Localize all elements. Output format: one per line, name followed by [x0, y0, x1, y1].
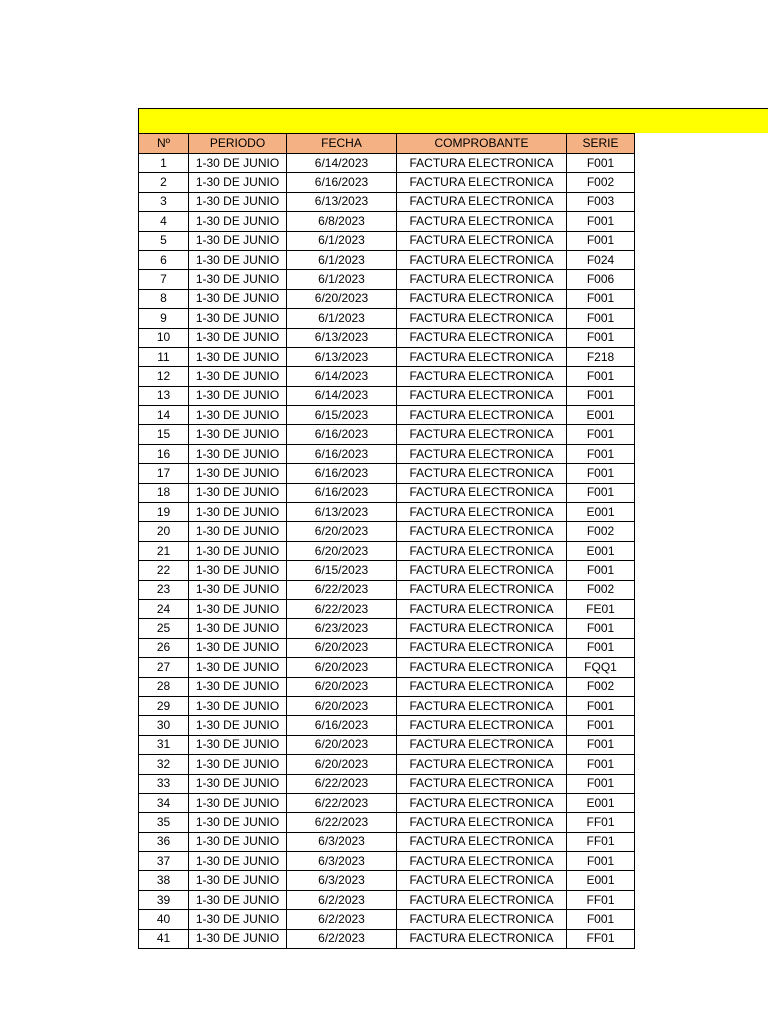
cell-voucher: FACTURA ELECTRONICA: [397, 929, 567, 948]
cell-period: 1-30 DE JUNIO: [189, 793, 287, 812]
title-banner: [138, 108, 768, 133]
cell-date: 6/13/2023: [287, 347, 397, 366]
cell-date: 6/20/2023: [287, 638, 397, 657]
cell-period: 1-30 DE JUNIO: [189, 406, 287, 425]
cell-period: 1-30 DE JUNIO: [189, 444, 287, 463]
cell-number: 11: [139, 347, 189, 366]
cell-voucher: FACTURA ELECTRONICA: [397, 890, 567, 909]
cell-voucher: FACTURA ELECTRONICA: [397, 309, 567, 328]
cell-period: 1-30 DE JUNIO: [189, 696, 287, 715]
cell-series: F001: [567, 328, 635, 347]
header-voucher: COMPROBANTE: [397, 134, 567, 154]
cell-date: 6/8/2023: [287, 212, 397, 231]
cell-number: 17: [139, 464, 189, 483]
cell-voucher: FACTURA ELECTRONICA: [397, 832, 567, 851]
cell-period: 1-30 DE JUNIO: [189, 212, 287, 231]
cell-number: 18: [139, 483, 189, 502]
cell-number: 32: [139, 755, 189, 774]
cell-period: 1-30 DE JUNIO: [189, 464, 287, 483]
cell-period: 1-30 DE JUNIO: [189, 503, 287, 522]
cell-period: 1-30 DE JUNIO: [189, 231, 287, 250]
table-row: [139, 696, 635, 715]
cell-date: 6/1/2023: [287, 250, 397, 269]
table-row: [139, 852, 635, 871]
header-period: PERIODO: [189, 134, 287, 154]
cell-voucher: FACTURA ELECTRONICA: [397, 425, 567, 444]
header-number: Nº: [139, 134, 189, 154]
table-row: [139, 464, 635, 483]
cell-date: 6/13/2023: [287, 328, 397, 347]
cell-number: 24: [139, 599, 189, 618]
table-row: [139, 347, 635, 366]
cell-date: 6/16/2023: [287, 464, 397, 483]
cell-series: F001: [567, 755, 635, 774]
cell-number: 6: [139, 250, 189, 269]
cell-period: 1-30 DE JUNIO: [189, 890, 287, 909]
cell-date: 6/15/2023: [287, 406, 397, 425]
cell-date: 6/22/2023: [287, 580, 397, 599]
cell-date: 6/22/2023: [287, 793, 397, 812]
cell-voucher: FACTURA ELECTRONICA: [397, 677, 567, 696]
table-row: [139, 793, 635, 812]
cell-period: 1-30 DE JUNIO: [189, 599, 287, 618]
cell-period: 1-30 DE JUNIO: [189, 813, 287, 832]
table-row: [139, 425, 635, 444]
table-row: [139, 522, 635, 541]
cell-series: E001: [567, 793, 635, 812]
cell-series: F001: [567, 696, 635, 715]
cell-number: 19: [139, 503, 189, 522]
cell-voucher: FACTURA ELECTRONICA: [397, 735, 567, 754]
table-row: [139, 638, 635, 657]
table-row: [139, 483, 635, 502]
cell-date: 6/1/2023: [287, 231, 397, 250]
table-row: [139, 599, 635, 618]
cell-period: 1-30 DE JUNIO: [189, 250, 287, 269]
cell-period: 1-30 DE JUNIO: [189, 638, 287, 657]
cell-number: 9: [139, 309, 189, 328]
cell-number: 30: [139, 716, 189, 735]
cell-period: 1-30 DE JUNIO: [189, 755, 287, 774]
cell-date: 6/3/2023: [287, 852, 397, 871]
cell-date: 6/20/2023: [287, 755, 397, 774]
cell-voucher: FACTURA ELECTRONICA: [397, 910, 567, 929]
cell-period: 1-30 DE JUNIO: [189, 774, 287, 793]
cell-date: 6/22/2023: [287, 599, 397, 618]
cell-voucher: FACTURA ELECTRONICA: [397, 561, 567, 580]
cell-number: 37: [139, 852, 189, 871]
cell-number: 1: [139, 154, 189, 173]
cell-period: 1-30 DE JUNIO: [189, 483, 287, 502]
table-row: [139, 658, 635, 677]
cell-voucher: FACTURA ELECTRONICA: [397, 522, 567, 541]
cell-date: 6/22/2023: [287, 813, 397, 832]
cell-number: 38: [139, 871, 189, 890]
cell-voucher: FACTURA ELECTRONICA: [397, 813, 567, 832]
cell-period: 1-30 DE JUNIO: [189, 871, 287, 890]
cell-number: 25: [139, 619, 189, 638]
cell-voucher: FACTURA ELECTRONICA: [397, 599, 567, 618]
cell-voucher: FACTURA ELECTRONICA: [397, 638, 567, 657]
cell-number: 20: [139, 522, 189, 541]
cell-series: F002: [567, 522, 635, 541]
cell-voucher: FACTURA ELECTRONICA: [397, 619, 567, 638]
cell-voucher: FACTURA ELECTRONICA: [397, 367, 567, 386]
invoice-table: [138, 133, 635, 949]
table-row: [139, 386, 635, 405]
cell-series: F002: [567, 173, 635, 192]
cell-voucher: FACTURA ELECTRONICA: [397, 173, 567, 192]
cell-voucher: FACTURA ELECTRONICA: [397, 503, 567, 522]
cell-period: 1-30 DE JUNIO: [189, 561, 287, 580]
cell-number: 27: [139, 658, 189, 677]
cell-period: 1-30 DE JUNIO: [189, 716, 287, 735]
cell-period: 1-30 DE JUNIO: [189, 309, 287, 328]
cell-number: 21: [139, 541, 189, 560]
cell-number: 15: [139, 425, 189, 444]
cell-date: 6/20/2023: [287, 658, 397, 677]
cell-number: 41: [139, 929, 189, 948]
cell-date: 6/13/2023: [287, 503, 397, 522]
cell-voucher: FACTURA ELECTRONICA: [397, 347, 567, 366]
table-row: [139, 289, 635, 308]
table-row: [139, 832, 635, 851]
cell-voucher: FACTURA ELECTRONICA: [397, 270, 567, 289]
cell-date: 6/23/2023: [287, 619, 397, 638]
cell-period: 1-30 DE JUNIO: [189, 328, 287, 347]
table-row: [139, 309, 635, 328]
cell-series: F001: [567, 212, 635, 231]
cell-number: 28: [139, 677, 189, 696]
cell-series: F001: [567, 638, 635, 657]
cell-number: 10: [139, 328, 189, 347]
cell-series: F001: [567, 716, 635, 735]
cell-date: 6/16/2023: [287, 716, 397, 735]
cell-series: FE01: [567, 599, 635, 618]
cell-series: FF01: [567, 832, 635, 851]
cell-voucher: FACTURA ELECTRONICA: [397, 716, 567, 735]
cell-series: F001: [567, 444, 635, 463]
cell-series: F001: [567, 154, 635, 173]
cell-series: F001: [567, 852, 635, 871]
cell-voucher: FACTURA ELECTRONICA: [397, 541, 567, 560]
cell-date: 6/13/2023: [287, 192, 397, 211]
cell-date: 6/14/2023: [287, 154, 397, 173]
cell-period: 1-30 DE JUNIO: [189, 735, 287, 754]
cell-series: FF01: [567, 813, 635, 832]
cell-period: 1-30 DE JUNIO: [189, 541, 287, 560]
cell-series: F001: [567, 386, 635, 405]
cell-date: 6/16/2023: [287, 444, 397, 463]
table-row: [139, 173, 635, 192]
cell-date: 6/1/2023: [287, 309, 397, 328]
cell-date: 6/2/2023: [287, 890, 397, 909]
cell-period: 1-30 DE JUNIO: [189, 619, 287, 638]
cell-number: 35: [139, 813, 189, 832]
cell-voucher: FACTURA ELECTRONICA: [397, 444, 567, 463]
table-row: [139, 561, 635, 580]
cell-number: 13: [139, 386, 189, 405]
cell-number: 8: [139, 289, 189, 308]
header-row: [139, 134, 635, 154]
cell-voucher: FACTURA ELECTRONICA: [397, 386, 567, 405]
cell-period: 1-30 DE JUNIO: [189, 367, 287, 386]
cell-series: F001: [567, 483, 635, 502]
table-row: [139, 774, 635, 793]
table-row: [139, 406, 635, 425]
cell-voucher: FACTURA ELECTRONICA: [397, 464, 567, 483]
cell-date: 6/16/2023: [287, 425, 397, 444]
cell-voucher: FACTURA ELECTRONICA: [397, 483, 567, 502]
cell-series: F001: [567, 309, 635, 328]
cell-voucher: FACTURA ELECTRONICA: [397, 250, 567, 269]
cell-period: 1-30 DE JUNIO: [189, 929, 287, 948]
cell-period: 1-30 DE JUNIO: [189, 852, 287, 871]
cell-series: F024: [567, 250, 635, 269]
cell-date: 6/20/2023: [287, 677, 397, 696]
cell-voucher: FACTURA ELECTRONICA: [397, 328, 567, 347]
cell-series: F001: [567, 774, 635, 793]
cell-voucher: FACTURA ELECTRONICA: [397, 212, 567, 231]
header-date: FECHA: [287, 134, 397, 154]
cell-voucher: FACTURA ELECTRONICA: [397, 793, 567, 812]
cell-series: F006: [567, 270, 635, 289]
cell-date: 6/1/2023: [287, 270, 397, 289]
cell-period: 1-30 DE JUNIO: [189, 386, 287, 405]
cell-date: 6/14/2023: [287, 367, 397, 386]
table-row: [139, 677, 635, 696]
cell-date: 6/16/2023: [287, 173, 397, 192]
cell-date: 6/14/2023: [287, 386, 397, 405]
cell-series: F218: [567, 347, 635, 366]
table-row: [139, 735, 635, 754]
cell-date: 6/20/2023: [287, 289, 397, 308]
table-row: [139, 716, 635, 735]
cell-number: 33: [139, 774, 189, 793]
table-row: [139, 755, 635, 774]
cell-series: FQQ1: [567, 658, 635, 677]
cell-series: F002: [567, 580, 635, 599]
cell-period: 1-30 DE JUNIO: [189, 347, 287, 366]
table-row: [139, 192, 635, 211]
cell-period: 1-30 DE JUNIO: [189, 154, 287, 173]
cell-period: 1-30 DE JUNIO: [189, 270, 287, 289]
table-row: [139, 541, 635, 560]
cell-period: 1-30 DE JUNIO: [189, 910, 287, 929]
cell-period: 1-30 DE JUNIO: [189, 173, 287, 192]
cell-number: 34: [139, 793, 189, 812]
cell-voucher: FACTURA ELECTRONICA: [397, 755, 567, 774]
cell-period: 1-30 DE JUNIO: [189, 580, 287, 599]
cell-date: 6/2/2023: [287, 929, 397, 948]
cell-date: 6/20/2023: [287, 696, 397, 715]
table-row: [139, 580, 635, 599]
cell-period: 1-30 DE JUNIO: [189, 677, 287, 696]
cell-period: 1-30 DE JUNIO: [189, 522, 287, 541]
table-row: [139, 231, 635, 250]
cell-date: 6/16/2023: [287, 483, 397, 502]
cell-period: 1-30 DE JUNIO: [189, 289, 287, 308]
cell-period: 1-30 DE JUNIO: [189, 192, 287, 211]
cell-number: 7: [139, 270, 189, 289]
cell-voucher: FACTURA ELECTRONICA: [397, 852, 567, 871]
cell-date: 6/3/2023: [287, 832, 397, 851]
table-row: [139, 270, 635, 289]
cell-voucher: FACTURA ELECTRONICA: [397, 406, 567, 425]
table-row: [139, 929, 635, 948]
table-row: [139, 328, 635, 347]
cell-date: 6/15/2023: [287, 561, 397, 580]
table-row: [139, 250, 635, 269]
cell-series: F001: [567, 561, 635, 580]
cell-series: F001: [567, 619, 635, 638]
cell-number: 29: [139, 696, 189, 715]
cell-series: F001: [567, 464, 635, 483]
cell-date: 6/20/2023: [287, 541, 397, 560]
cell-series: F001: [567, 425, 635, 444]
cell-voucher: FACTURA ELECTRONICA: [397, 192, 567, 211]
cell-series: E001: [567, 871, 635, 890]
cell-series: F001: [567, 231, 635, 250]
cell-series: E001: [567, 503, 635, 522]
header-series: SERIE: [567, 134, 635, 154]
cell-number: 23: [139, 580, 189, 599]
table-row: [139, 910, 635, 929]
cell-voucher: FACTURA ELECTRONICA: [397, 871, 567, 890]
cell-number: 16: [139, 444, 189, 463]
cell-voucher: FACTURA ELECTRONICA: [397, 580, 567, 599]
cell-voucher: FACTURA ELECTRONICA: [397, 696, 567, 715]
cell-period: 1-30 DE JUNIO: [189, 658, 287, 677]
cell-series: F001: [567, 910, 635, 929]
cell-number: 4: [139, 212, 189, 231]
table-row: [139, 619, 635, 638]
cell-series: F003: [567, 192, 635, 211]
table-row: [139, 444, 635, 463]
cell-number: 36: [139, 832, 189, 851]
cell-number: 14: [139, 406, 189, 425]
table-row: [139, 503, 635, 522]
cell-period: 1-30 DE JUNIO: [189, 832, 287, 851]
table-row: [139, 813, 635, 832]
cell-number: 26: [139, 638, 189, 657]
table-row: [139, 154, 635, 173]
cell-voucher: FACTURA ELECTRONICA: [397, 154, 567, 173]
cell-date: 6/2/2023: [287, 910, 397, 929]
table-row: [139, 871, 635, 890]
table-row: [139, 367, 635, 386]
cell-series: E001: [567, 541, 635, 560]
table-body: [139, 154, 635, 949]
table-row: [139, 212, 635, 231]
cell-number: 22: [139, 561, 189, 580]
cell-voucher: FACTURA ELECTRONICA: [397, 289, 567, 308]
cell-series: F001: [567, 735, 635, 754]
cell-series: E001: [567, 406, 635, 425]
cell-series: FF01: [567, 929, 635, 948]
cell-date: 6/22/2023: [287, 774, 397, 793]
cell-number: 2: [139, 173, 189, 192]
cell-voucher: FACTURA ELECTRONICA: [397, 774, 567, 793]
cell-number: 31: [139, 735, 189, 754]
cell-voucher: FACTURA ELECTRONICA: [397, 658, 567, 677]
cell-number: 39: [139, 890, 189, 909]
cell-series: F001: [567, 289, 635, 308]
cell-series: F001: [567, 367, 635, 386]
cell-series: F002: [567, 677, 635, 696]
cell-period: 1-30 DE JUNIO: [189, 425, 287, 444]
table-row: [139, 890, 635, 909]
cell-number: 12: [139, 367, 189, 386]
cell-series: FF01: [567, 890, 635, 909]
cell-number: 40: [139, 910, 189, 929]
cell-voucher: FACTURA ELECTRONICA: [397, 231, 567, 250]
cell-date: 6/20/2023: [287, 735, 397, 754]
cell-number: 5: [139, 231, 189, 250]
cell-date: 6/20/2023: [287, 522, 397, 541]
cell-date: 6/3/2023: [287, 871, 397, 890]
cell-number: 3: [139, 192, 189, 211]
